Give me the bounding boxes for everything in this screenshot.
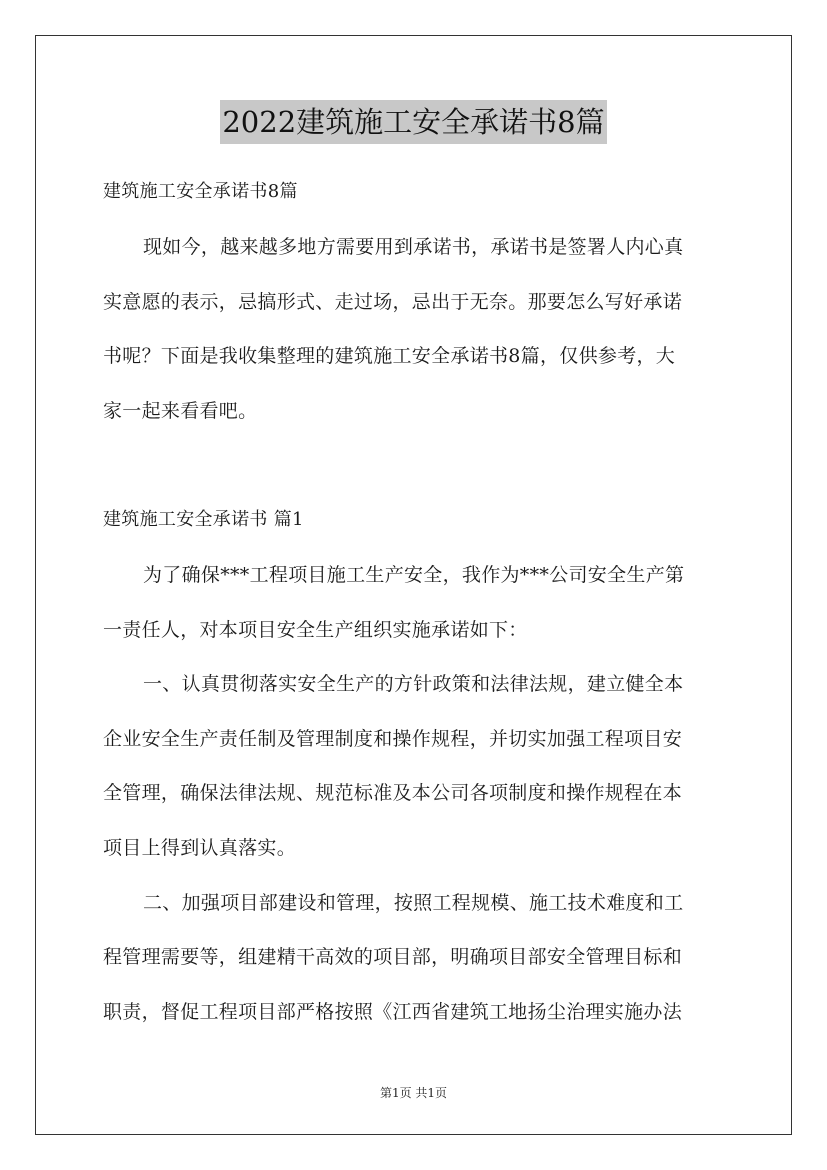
body-line: 项目上得到认真落实。 xyxy=(103,837,297,859)
intro-line: 实意愿的表示，忌搞形式、走过场，忌出于无奈。那要怎么写好承诺 xyxy=(103,291,683,313)
title-container xyxy=(0,100,827,144)
body-line: 企业安全生产责任制及管理制度和操作规程，并切实加强工程项目安 xyxy=(103,728,683,750)
body-line: 为了确保***工程项目施工生产安全，我作为***公司安全生产第 xyxy=(143,564,685,586)
document-subtitle: 建筑施工安全承诺书8篇 xyxy=(103,181,298,202)
section-heading: 建筑施工安全承诺书 篇1 xyxy=(103,509,304,530)
body-line: 一责任人，对本项目安全生产组织实施承诺如下： xyxy=(103,619,528,641)
intro-line: 现如今，越来越多地方需要用到承诺书，承诺书是签署人内心真 xyxy=(143,236,684,258)
body-line: 全管理，确保法律法规、规范标准及本公司各项制度和操作规程在本 xyxy=(103,782,683,804)
intro-line: 书呢？下面是我收集整理的建筑施工安全承诺书8篇，仅供参考，大 xyxy=(103,345,676,367)
body-line: 二、加强项目部建设和管理，按照工程规模、施工技术难度和工 xyxy=(143,892,684,914)
body-line: 一、认真贯彻落实安全生产的方针政策和法律法规，建立健全本 xyxy=(143,673,684,695)
page-footer: 第1页 共1页 xyxy=(379,1086,448,1100)
document-title: 2022建筑施工安全承诺书8篇 xyxy=(220,100,606,144)
body-line: 程管理需要等，组建精干高效的项目部，明确项目部安全管理目标和 xyxy=(103,946,683,968)
body-line: 职责，督促工程项目部严格按照《江西省建筑工地扬尘治理实施办法 xyxy=(103,1001,683,1023)
intro-line: 家一起来看看吧。 xyxy=(103,400,258,422)
